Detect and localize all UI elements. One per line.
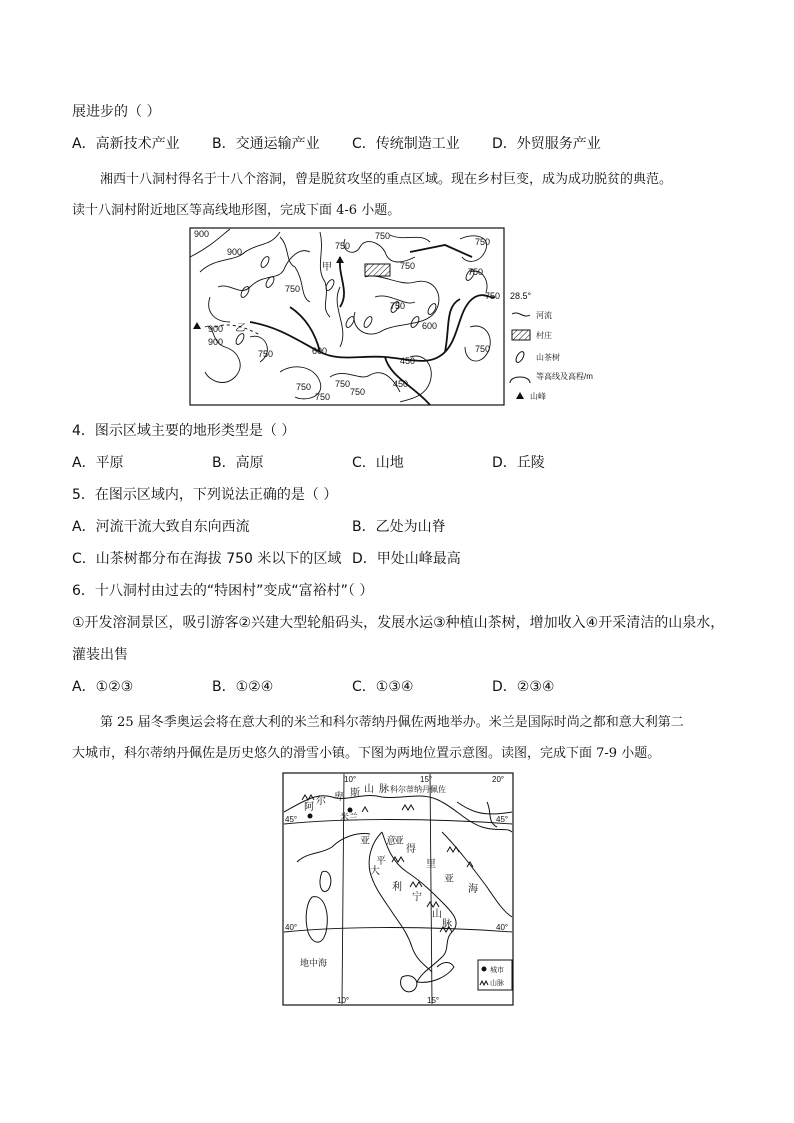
legend-peak: 山峰 xyxy=(530,392,546,401)
apennine-label: 宁 xyxy=(412,892,422,903)
contour-label: 750 xyxy=(475,344,491,354)
lat-label: 45° xyxy=(285,815,298,824)
alps-label: 卑 xyxy=(334,792,344,803)
contour-label: 900 xyxy=(208,324,224,334)
camellia-symbols xyxy=(234,255,475,345)
intro-1-line-2: 读十八洞村附近地区等高线地形图，完成下面 4-6 小题。 xyxy=(72,203,401,218)
village-symbol xyxy=(365,264,390,276)
contour-label: 750 xyxy=(285,284,301,294)
legend-mountain: 山脉 xyxy=(490,980,504,987)
lat-label: 45° xyxy=(496,815,509,824)
italy-label: 意 xyxy=(386,836,396,847)
q3-option-a: A．高新技术产业 xyxy=(72,136,180,152)
contour-label: 750 xyxy=(258,349,274,359)
q4-option-c: C．山地 xyxy=(352,455,404,471)
contour-label: 750 xyxy=(315,392,331,402)
contour-label: 750 xyxy=(375,231,391,241)
peak-jia-label: 甲 xyxy=(322,262,332,273)
peak-west-icon xyxy=(193,322,201,329)
question-6-statements-1: ①开发溶洞景区，吸引游客②兴建大型轮船码头，发展水运③种植山茶树，增加收入④开采清洁的山泉水， xyxy=(72,615,725,631)
italy-map xyxy=(282,772,514,1006)
contour-label: 750 xyxy=(400,261,416,271)
lon-label-bottom: 15° xyxy=(427,996,440,1005)
intro-2-line-2: 大城市，科尔蒂纳丹佩佐是历史悠久的滑雪小镇。下图为两地位置示意图。读图，完成下面 7-9 小题。 xyxy=(72,746,661,761)
adriatic-label: 亚 xyxy=(394,836,404,847)
lon-label-top: 10° xyxy=(344,775,357,784)
lon-label-bottom: 10° xyxy=(337,996,350,1005)
contour-label: 600 xyxy=(422,321,438,331)
cortina-label: 科尔蒂纳丹佩佐 xyxy=(390,785,446,794)
contour-label: 750 xyxy=(390,301,406,311)
contour-label: 750 xyxy=(335,379,351,389)
q4-option-b: B．高原 xyxy=(212,455,264,471)
q3-option-b: B．交通运输产业 xyxy=(212,136,320,152)
adriatic-label: 亚 xyxy=(444,874,454,885)
lon-label-top: 20° xyxy=(492,775,505,784)
question-6-stem: 6．十八洞村由过去的“特困村”变成“富裕村”（ ） xyxy=(72,583,374,599)
italy-label: 大 xyxy=(370,866,380,877)
city-milan-icon xyxy=(308,814,313,819)
q6-option-b: B．①②④ xyxy=(212,679,274,695)
apennine-label: 脉 xyxy=(442,919,452,930)
contour-label: 450 xyxy=(393,379,409,389)
alps-label: 尔 xyxy=(316,796,326,807)
contour-map xyxy=(190,227,593,407)
q3-option-c: C．传统制造工业 xyxy=(352,136,460,152)
adriatic-label: 海 xyxy=(468,884,478,895)
apennine-label: 平 xyxy=(376,856,386,867)
contour-label: 900 xyxy=(194,229,210,239)
alps-label: 阿 xyxy=(304,802,314,813)
mountain-symbols xyxy=(302,795,473,932)
apennine-label: 亚 xyxy=(360,836,370,847)
q4-option-d: D．丘陵 xyxy=(492,455,545,471)
q6-option-a: A．①②③ xyxy=(72,679,134,695)
apennine-label: 山 xyxy=(432,909,442,920)
q4-option-a: A．平原 xyxy=(72,455,124,471)
lat-label: 40° xyxy=(285,923,298,932)
contour-label: 750 xyxy=(296,382,312,392)
contour-label: 750 xyxy=(475,237,491,247)
adriatic-label: 得 xyxy=(406,844,416,855)
latitude-label: 28.5° xyxy=(510,291,532,301)
legend-contour: 等高线及高程/m xyxy=(536,372,593,381)
intro-1-line-1: 湘西十八洞村得名于十八个溶洞，曾是脱贫攻坚的重点区域。现在乡村巨变，成为成功脱贫的典范。 xyxy=(100,172,673,187)
q5-option-c: C．山茶树都分布在海拔 750 米以下的区域 xyxy=(72,551,342,567)
alps-label: 斯 xyxy=(350,788,360,799)
legend-village: 村庄 xyxy=(536,331,552,340)
lon-label-top: 15° xyxy=(420,775,433,784)
q5-option-a: A．河流干流大致自东向西流 xyxy=(72,519,250,535)
alps-label: 山 xyxy=(364,784,374,795)
question-6-statements-2: 灌装出售 xyxy=(72,647,128,663)
q3-option-d: D．外贸服务产业 xyxy=(492,136,601,152)
contour-label: 600 xyxy=(312,346,328,356)
milan-label: 米兰 xyxy=(340,812,359,822)
contour-label: 750 xyxy=(350,387,366,397)
alps-label: 脉 xyxy=(379,784,389,795)
mediterranean-label: 地中海 xyxy=(300,958,328,968)
point-yi-label: 乙 xyxy=(235,323,245,334)
q5-option-b: B．乙处为山脊 xyxy=(352,519,446,535)
map-legend xyxy=(510,310,593,401)
adriatic-label: 里 xyxy=(426,859,436,870)
legend-river: 河流 xyxy=(536,311,552,320)
lat-label: 40° xyxy=(496,923,509,932)
contour-label: 750 xyxy=(468,267,484,277)
contour-label: 750 xyxy=(485,291,501,301)
contour-label: 450 xyxy=(400,356,416,366)
contour-label: 900 xyxy=(208,337,224,347)
contour-label: 900 xyxy=(227,247,243,257)
legend-camellia: 山茶树 xyxy=(536,353,560,362)
italy-label: 利 xyxy=(392,882,402,893)
intro-2-line-1: 第 25 届冬季奥运会将在意大利的米兰和科尔蒂纳丹佩佐两地举办。米兰是国际时尚之都和意大利第二 xyxy=(100,715,684,730)
italy-map-legend xyxy=(478,960,512,990)
q6-option-c: C．①③④ xyxy=(352,679,414,695)
contour-label: 750 xyxy=(335,241,351,251)
question-5-stem: 5．在图示区域内，下列说法正确的是（ ） xyxy=(72,487,338,503)
q6-option-d: D．②③④ xyxy=(492,679,555,695)
question-3-tail: 展进步的（ ） xyxy=(72,104,161,120)
question-4-stem: 4．图示区域主要的地形类型是（ ） xyxy=(72,423,296,439)
legend-city: 城市 xyxy=(490,967,504,974)
peak-jia-icon xyxy=(336,256,344,263)
q5-option-d: D．甲处山峰最高 xyxy=(352,551,461,567)
